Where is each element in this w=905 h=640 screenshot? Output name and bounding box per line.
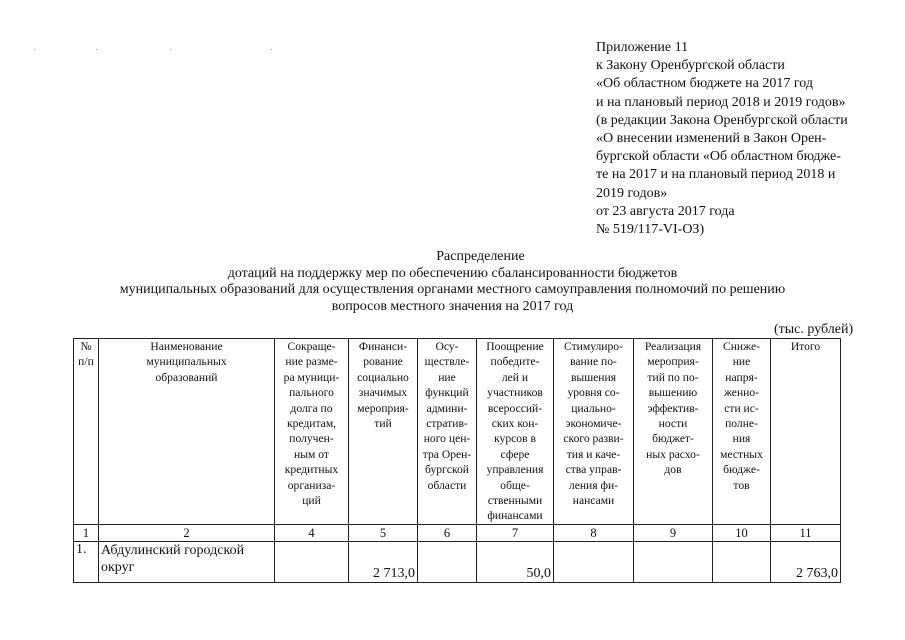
column-number: 2 [99,525,275,542]
column-header [275,339,349,525]
value-cell [634,542,713,583]
appendix-line: бургской области «Об областном бюдже- [596,149,841,165]
column-header-line: пального [289,386,334,400]
column-header-line: вышения [570,370,617,384]
column-header-line: ства управ- [565,463,622,477]
header-row [74,339,841,525]
column-header [74,339,99,525]
column-header-line: Поощрение [486,340,544,353]
column-number: 10 [713,525,771,542]
column-header-line: тов [733,478,750,492]
column-header-line: тра Орен- [422,447,472,461]
column-header-line: ского разви- [563,432,624,446]
column-header-line: кредитных [284,463,339,477]
column-header-line: обще- [500,478,530,492]
column-header-line: управления [486,463,544,477]
column-header [349,339,418,525]
column-header-line: сфере [500,447,530,461]
column-number: 6 [418,525,477,542]
column-number: 9 [634,525,713,542]
heading-line: дотаций на поддержку мер по обеспечению сбалансированности бюджетов [227,265,678,281]
column-header [771,339,841,525]
column-header-line: всероссий- [487,401,543,415]
appendix-line: 2019 годов» [596,185,668,201]
column-header-line: социально [357,370,409,384]
column-header-line: уровня со- [567,386,620,400]
column-number: 1 [74,525,99,542]
column-header-line: бюдже- [723,463,760,477]
appendix-line: и на плановый период 2018 и 2019 годов» [596,94,846,110]
column-header-line: нансами [572,494,615,508]
column-header-line: п/п [78,355,94,369]
column-header-line: ций [302,494,321,508]
column-header-line: ние [438,370,456,384]
column-header-line: Финанси- [358,340,408,353]
column-header-line: мероприя- [357,401,409,415]
column-header [713,339,771,525]
appendix-line: Приложение 11 [596,40,689,55]
column-header-line: тия и каче- [566,447,621,461]
column-header-line: финансами [487,509,543,523]
column-header-line: победите- [490,355,540,369]
column-header-line: админи- [426,401,468,415]
column-header-line: ских кон- [491,417,539,431]
scan-speck [170,49,171,50]
column-header-line: экономиче- [565,417,622,431]
column-header-line: бюджет- [652,432,694,446]
column-header-line: напря- [725,370,758,384]
value-cell: 50,0 [477,542,554,583]
column-header-line: ния [732,432,751,446]
column-header-line: кредитам, [286,417,337,431]
appendix-line: «Об областном бюджете на 2017 год [596,76,813,92]
column-header-line: ществле- [424,355,470,369]
document-heading [0,249,905,315]
appendix-line: к Закону Оренбургской области [596,58,785,74]
column-header-line: курсов в [494,432,536,446]
value-cell: 2 763,0 [771,542,841,583]
column-header-line: ние [732,355,751,369]
column-header-line: муниципальных [146,355,227,369]
column-header-line: Сниже- [722,340,760,353]
units-label: (тыс. рублей) [774,322,854,337]
column-number: 8 [554,525,634,542]
column-number: 5 [349,525,418,542]
column-header-line: вание по- [570,355,617,369]
column-header-line: ных расхо- [646,447,700,461]
appendix-line: те на 2017 и на плановый период 2018 и [596,167,836,183]
row-number: 1. [74,542,99,583]
column-header-line: женно- [723,386,760,400]
column-header-line: тий [374,417,392,431]
column-header-line: рование [363,355,403,369]
column-header-line: Осу- [435,340,459,353]
scan-speck [271,49,272,50]
column-header-line: участников [487,386,543,400]
municipality-name [99,542,275,583]
value-cell: 2 713,0 [349,542,418,583]
heading-line: Распределение [436,249,525,264]
column-header-line: стратив- [426,417,468,431]
column-header-line: организа- [287,478,336,492]
column-header-line: мероприя- [647,355,699,369]
municipality-name-line: округ [101,560,135,575]
column-header [634,339,713,525]
column-number: 7 [477,525,554,542]
column-header-line: Сокраще- [287,340,336,353]
column-header-line: полне- [725,417,758,431]
column-header-line: области [427,478,467,492]
column-header-line: местных [720,447,763,461]
column-header-line: ного цен- [423,432,471,446]
scan-speck [34,49,35,50]
column-header-line: Итого [790,340,821,353]
value-cell [275,542,349,583]
column-number-row [74,525,841,542]
appendix-line: № 519/117-VI-ОЗ) [596,222,705,238]
column-header-line: тий по по- [647,370,699,384]
scan-speck [96,49,97,50]
column-header-line: ности [658,417,688,431]
table-row [74,542,841,583]
value-cell [418,542,477,583]
column-header-line: ления фи- [568,478,619,492]
column-header-line: сти ис- [724,401,759,415]
column-header-line: ние разме- [285,355,338,369]
heading-line: вопросов местного значения на 2017 год [331,298,574,314]
column-header-line: вышению [648,386,698,400]
column-number: 11 [771,525,841,542]
column-header-line: № [80,340,92,353]
value-cell [554,542,634,583]
column-header-line: функций [425,386,469,400]
column-header-line: образований [155,370,218,384]
column-header-line: лей и [501,370,529,384]
column-header-line: Реализация [644,340,702,353]
column-header-line: получен- [289,432,334,446]
column-header-line: значимых [358,386,408,400]
column-header [418,339,477,525]
column-header-line: Наименование [150,340,223,353]
column-header-line: дов [664,463,682,477]
column-header [477,339,554,525]
column-header-line: долга по [290,401,333,415]
column-header-line: ным от [294,447,329,461]
column-header [99,339,275,525]
appendix-block [596,39,896,239]
distribution-table [73,338,841,583]
column-header [554,339,634,525]
municipality-name-line: Абдулинский городской [101,543,245,558]
column-header-line: ственными [487,494,543,508]
column-number: 4 [275,525,349,542]
heading-line: муниципальных образований для осуществления органами местного самоуправления полномочий по решению [119,282,786,297]
appendix-line: «О внесении изменений в Закон Орен- [596,131,827,147]
appendix-line: от 23 августа 2017 года [596,203,735,219]
column-header-line: ра муници- [283,370,340,384]
value-cell [713,542,771,583]
appendix-line: (в редакции Закона Оренбургской области [596,112,848,128]
column-header-line: циально- [571,401,616,415]
column-header-line: эффектив- [647,401,699,415]
column-header-line: Стимулиро- [564,340,623,353]
column-header-line: бургской [425,463,469,477]
